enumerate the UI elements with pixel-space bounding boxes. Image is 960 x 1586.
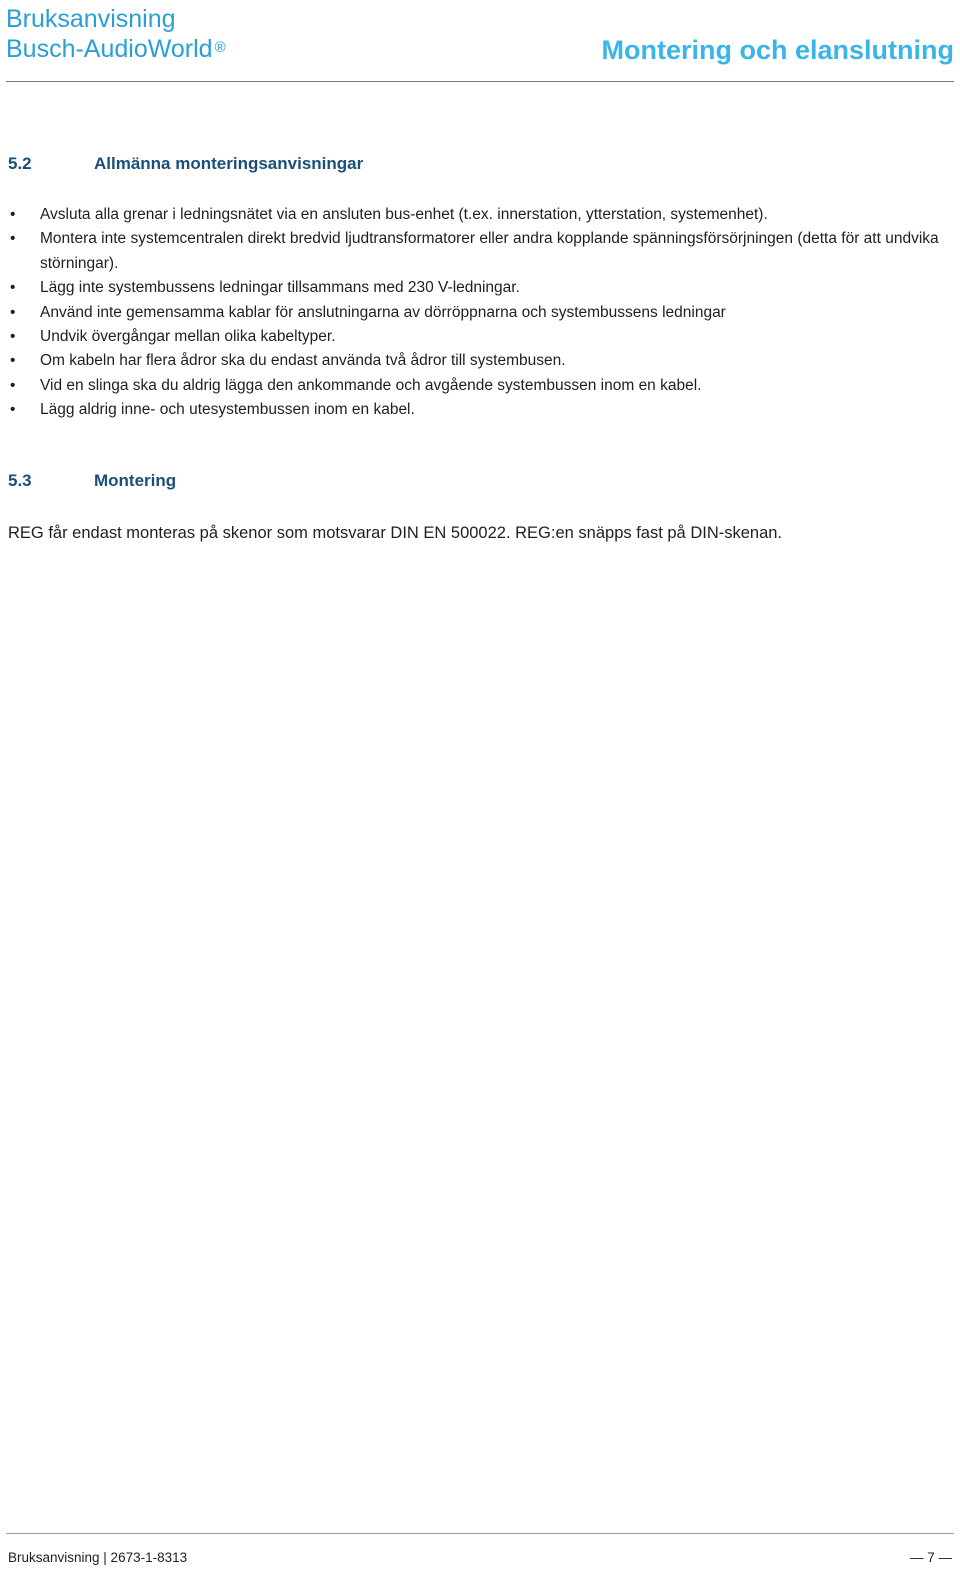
- product-name: [6, 34, 226, 64]
- list-item-text: Lägg aldrig inne- och utesystembussen inom en kabel.: [40, 401, 415, 419]
- bullet-icon: •: [10, 352, 16, 370]
- list-item: [8, 227, 953, 276]
- list-item: [8, 398, 953, 422]
- bullet-icon: •: [10, 376, 16, 394]
- section-title: Allmänna monteringsanvisningar: [94, 154, 364, 173]
- footer-document-label: Bruksanvisning | 2673-1-8313: [8, 1550, 188, 1565]
- bullet-icon: •: [10, 279, 16, 297]
- registered-mark: ®: [214, 39, 226, 56]
- list-item-text: Lägg inte systembussens ledningar tillsammans med 230 V-ledningar.: [40, 279, 520, 297]
- list-item: [8, 203, 953, 227]
- bullet-icon: •: [10, 230, 16, 248]
- list-item-text: Montera inte systemcentralen direkt bredvid ljudtransformatorer eller andra kopplande spänningsförsörjningen (detta för att undvika störningar).: [40, 230, 939, 272]
- list-item-text: Vid en slinga ska du aldrig lägga den ankommande och avgående systembussen inom en kabel.: [40, 376, 702, 394]
- list-item: [8, 374, 953, 398]
- page-number: — 7 —: [909, 1550, 952, 1565]
- section-number: 5.3: [8, 471, 32, 490]
- footer-divider: [6, 1533, 954, 1534]
- bullet-icon: •: [10, 303, 16, 321]
- section-heading-5-3: [8, 470, 176, 492]
- bullet-icon: •: [10, 401, 16, 419]
- chapter-title: Montering och elanslutning: [601, 35, 954, 65]
- document-title: Bruksanvisning: [6, 5, 176, 33]
- list-item: [8, 301, 953, 325]
- section-title: Montering: [94, 471, 177, 490]
- section-heading-5-2: [8, 153, 363, 175]
- header-divider: [6, 81, 954, 82]
- list-item-text: Avsluta alla grenar i ledningsnätet via en ansluten bus-enhet (t.ex. innerstation, ytterstation, systemenhet).: [40, 206, 768, 223]
- bullet-icon: •: [10, 328, 16, 346]
- list-item: [8, 325, 953, 349]
- list-item: [8, 276, 953, 300]
- section-number: 5.2: [8, 154, 32, 173]
- list-item-text: Om kabeln har flera ådror ska du endast använda två ådror till systembusen.: [40, 352, 566, 370]
- installation-bullet-list: [8, 203, 953, 423]
- list-item-text: Undvik övergångar mellan olika kabeltyper.: [40, 328, 336, 346]
- list-item: [8, 349, 953, 373]
- bullet-icon: •: [10, 206, 16, 223]
- list-item-text: Använd inte gemensamma kablar för anslutningarna av dörröppnarna och systembussens ledningar: [40, 303, 726, 321]
- mounting-paragraph: REG får endast monteras på skenor som motsvarar DIN EN 500022. REG:en snäpps fast på DIN-skenan.: [8, 524, 783, 542]
- product-name-text: Busch-AudioWorld: [6, 35, 213, 63]
